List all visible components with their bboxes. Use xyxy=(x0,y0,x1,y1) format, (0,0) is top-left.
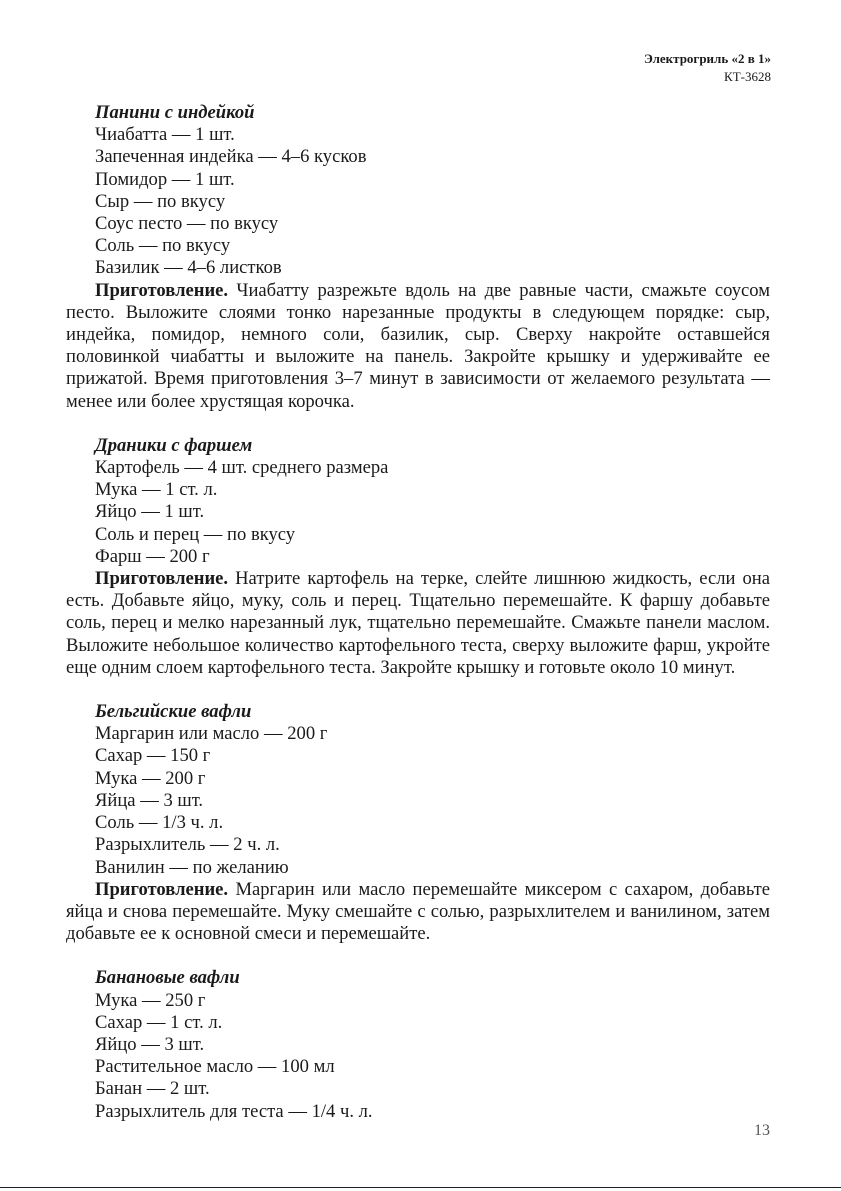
ingredient-list xyxy=(66,457,770,568)
ingredient-list xyxy=(66,990,770,1123)
recipe-method xyxy=(66,280,770,413)
method-text: Чиабатту разрежьте вдоль на две равные части, смажьте соусом песто. Выложите слоями тонко нарезанные продукты в следующем порядке: сыр, индейка, помидор, немного соли, базилик, сыр. Сверху накройте оставшейся половинкой чиабатты и выложите на панель. Закройте крышку и удерживайте ее прижатой. Время приготовления 3–7 минут в зависимости от желаемого результата — менее или более хрустящая корочка. xyxy=(66,279,770,412)
ingredient-item: Соль и перец — по вкусу xyxy=(95,523,296,545)
ingredient-item: Мука — 1 ст. л. xyxy=(95,479,218,501)
method-text: Натрите картофель на терке, слейте лишнюю жидкость, если она есть. Добавьте яйцо, муку, соль и перец. Тщательно перемешайте. К фаршу добавьте соль, перец и мелко нарезанный лук, тщательно перемешайте. Смажьте панели маслом. Выложите небольшое количество картофельного теста, сверху выложите фарш, укройте еще одним слоем картофельного теста. Закройте крышку и готовьте около 10 минут. xyxy=(66,568,770,678)
recipe-belgian-waffles xyxy=(66,701,770,945)
ingredient-item: Банан — 2 шт. xyxy=(95,1078,210,1100)
method-label: Приготовление. xyxy=(95,878,229,900)
ingredient-list xyxy=(66,723,770,878)
ingredient-item: Мука — 200 г xyxy=(95,767,206,789)
page-number: 13 xyxy=(754,1122,770,1139)
page-header xyxy=(644,50,771,86)
ingredient-item: Ванилин — по желанию xyxy=(95,856,289,878)
ingredient-item: Соус песто — по вкусу xyxy=(95,213,279,235)
ingredient-item: Растительное масло — 100 мл xyxy=(95,1056,335,1078)
ingredient-list xyxy=(66,124,770,279)
recipe-draniki xyxy=(66,435,770,679)
ingredient-item: Фарш — 200 г xyxy=(95,545,210,567)
ingredient-item: Соль — 1/3 ч. л. xyxy=(95,812,224,834)
ingredient-item: Запеченная индейка — 4–6 кусков xyxy=(95,146,367,168)
recipe-method xyxy=(66,879,770,946)
ingredient-item: Мука — 250 г xyxy=(95,989,206,1011)
ingredient-item: Соль — по вкусу xyxy=(95,235,231,257)
ingredient-item: Разрыхлитель для теста — 1/4 ч. л. xyxy=(95,1100,373,1122)
recipe-title: Драники с фаршем xyxy=(95,434,253,456)
ingredient-item: Чиабатта — 1 шт. xyxy=(95,124,235,146)
model-number: КТ-3628 xyxy=(724,69,771,84)
ingredient-item: Маргарин или масло — 200 г xyxy=(95,723,328,745)
ingredient-item: Базилик — 4–6 листков xyxy=(95,257,282,279)
product-name: Электрогриль «2 в 1» xyxy=(643,51,771,66)
method-label: Приготовление. xyxy=(95,568,229,590)
recipe-method xyxy=(66,568,770,679)
ingredient-item: Картофель — 4 шт. среднего размера xyxy=(95,457,389,479)
recipes-content xyxy=(66,102,770,1123)
ingredient-item: Разрыхлитель — 2 ч. л. xyxy=(95,834,280,856)
recipe-title: Бельгийские вафли xyxy=(95,701,252,723)
method-text: Маргарин или масло перемешайте миксером с сахаром, добавьте яйца и снова перемешайте. Муку смешайте с солью, разрыхлителем и ванилином, затем добавьте ее к основной смеси и перемешайте. xyxy=(66,878,770,945)
ingredient-item: Сыр — по вкусу xyxy=(95,190,226,212)
method-label: Приготовление. xyxy=(95,279,229,301)
recipe-panini xyxy=(66,102,770,413)
recipe-title: Банановые вафли xyxy=(95,967,240,989)
ingredient-item: Сахар — 150 г xyxy=(95,745,211,767)
recipe-title: Панини с индейкой xyxy=(95,102,255,123)
bottom-rule xyxy=(0,1187,841,1188)
ingredient-item: Помидор — 1 шт. xyxy=(95,168,235,190)
ingredient-item: Яйцо — 1 шт. xyxy=(95,501,205,523)
ingredient-item: Сахар — 1 ст. л. xyxy=(95,1011,223,1033)
ingredient-item: Яйца — 3 шт. xyxy=(95,789,204,811)
ingredient-item: Яйцо — 3 шт. xyxy=(95,1033,205,1055)
recipe-banana-waffles xyxy=(66,967,770,1122)
